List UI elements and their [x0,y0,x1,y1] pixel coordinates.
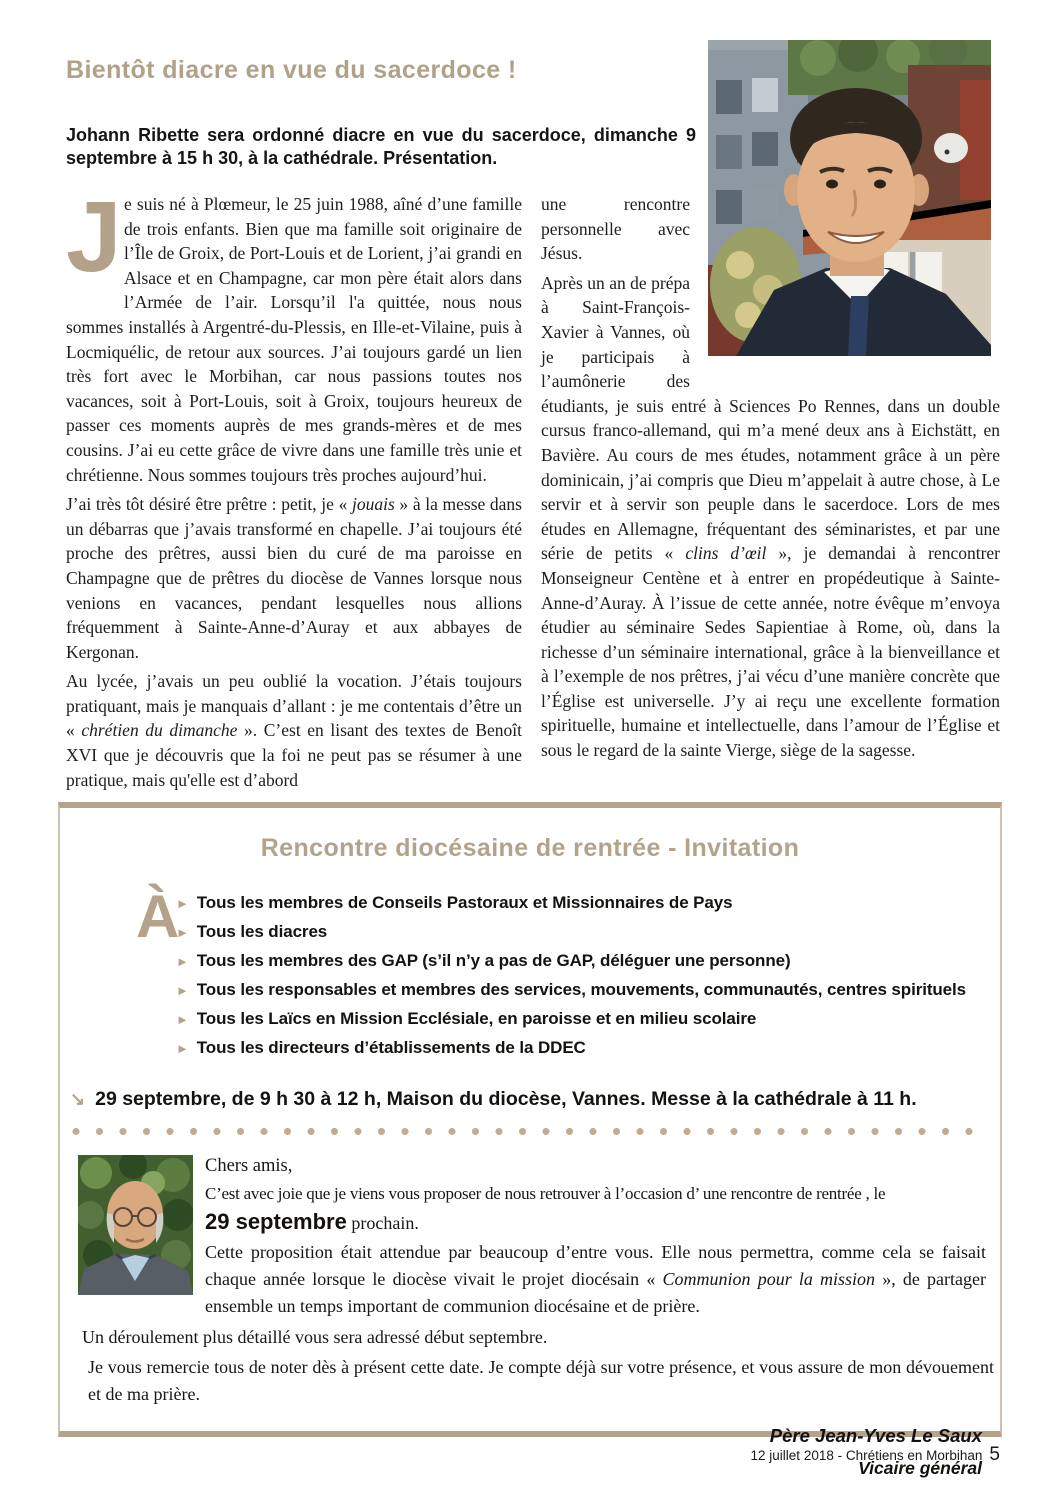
list-item: ► Tous les Laïcs en Mission Ecclésiale, en paroisse et en milieu scolaire [176,1009,757,1028]
event-date-line: ↘ 29 septembre, de 9 h 30 à 12 h, Maison du diocèse, Vannes. Messe à la cathédrale à 11 h. [70,1088,917,1110]
photo-spacer [690,192,1000,376]
list-item: ► Tous les membres des GAP (s’il n’y a pas de GAP, déléguer une personne) [176,951,791,970]
article-paragraph: une rencontre personnelle avec Jésus. [541,194,690,264]
article-paragraph: J’ai très tôt désiré être prêtre : petit, je « jouais » à la messe dans un débarras que j’avais transformé en chapelle. J’ai toujours été proche des prêtres, aussi bien du curé de ma paroisse en Champagne que de prêtres du diocèse de Vannes lorsque nous venions en vacances, pendant lesquelles nous allions fréquemment à Sainte-Anne-d’Auray et aux abbayes de Kergonan. [66,494,522,662]
footer-issue-text: 12 juillet 2018 - Chrétiens en Morbihan [750,1448,983,1463]
arrow-bullet-icon: ► [176,925,189,940]
list-item: ► Tous les diacres [176,922,328,941]
arrow-bullet-icon: ► [176,896,189,911]
arrow-bullet-icon: ► [176,983,189,998]
jean-yves-le-saux-photo [78,1155,193,1295]
dropcap-letter: J [66,181,122,293]
letter-paragraph: Un déroulement plus détaillé vous sera adressé début septembre. [82,1327,548,1347]
signature-name: Père Jean-Yves Le Saux [769,1425,982,1446]
letter-line: C’est avec joie que je viens vous proposer de nous retrouver à l’occasion d’ une rencontre de rentrée , le [205,1184,886,1203]
letter-paragraph: Cette proposition était attendue par beaucoup d’entre vous. Elle nous permettra, comme cela se faisait chaque année lorsque le diocèse vivait le projet diocésain « Communion pour la mission », de partager ensemble un temps important de communion diocésaine et de prière. [205,1242,986,1316]
list-item: ► Tous les directeurs d’établissements de la DDEC [176,1038,586,1057]
arrow-bullet-icon: ► [176,954,189,969]
arrow-bullet-icon: ► [176,1012,189,1027]
letter-salutation: Chers amis, [205,1156,293,1176]
dropcap-letter-a: À [136,883,180,950]
dotted-divider [72,1127,988,1136]
article-paragraph: Je suis né à Plœmeur, le 25 juin 1988, aîné d’une famille de trois enfants. Bien que ma famille soit originaire de l’Île de Groix, de Port-Louis et de Lorient, j’ai grandi en Alsace et en Champagne, car mon père était alors dans l’Armée de l’air. Lorsqu’il l'a quittée, nous nous sommes installés à Argentré-du-Plessis, en Ille-et-Vilaine, puis à Locmiquélic, de retour aux sources. J’ai toujours gardé un lien très fort avec le Morbihan, car nous passions toutes nos vacances, soit à Port-Louis, soit à Groix, toujours heureux de passer ces moments auprès de mes grands-mères et de mes cousins. J’ai eu cette grâce de vivre dans une famille très unie et chrétienne. Nous sommes toujours très proches aujourd’hui. [66,181,522,485]
corner-arrow-icon: ↘ [70,1089,86,1109]
invitation-recipient-list [136,883,980,1058]
letter-date-line: 29 septembre prochain. [205,1209,419,1234]
letter-section [60,1153,994,1482]
list-item: ► Tous les membres de Conseils Pastoraux et Missionnaires de Pays [176,893,733,912]
highlight-date: 29 septembre [205,1209,347,1234]
page-number: 5 [989,1444,1000,1465]
article-paragraph: Après un an de prépa à Saint-François-Xavier à Vannes, où je participais à l’aumônerie des étudiants, je suis entré à Sciences Po Rennes, dans un double cursus franco-allemand, qui m’a mené deux ans à Eichstätt, en Bavière. Au cours de mes études, notamment grâce à un père dominicain, j’ai compris que Dieu m’appelait à autre chose, à Le servir et à servir son peuple dans le sacerdoce. Lors de mes études en Allemagne, fréquentant des séminaristes, et par une série de petits « clins d’œil », je demandai à rencontrer Monseigneur Centène et à entrer en propédeutique à Sainte-Anne-d’Auray. À l’issue de cette année, notre évêque m’envoya étudier au séminaire Sedes Sapientiae à Rome, où, dans la richesse d’un séminaire international, grâce à la bienveillance et à l’exemple de nos prêtres, j’ai vécu d’une manière concrète que l’Église est universelle. J’y ai reçu une excellente formation spirituelle, humaine et intellectuelle, dans l’amour de l’Église et sous le regard de la sainte Vierge, siège de la sagesse. [541,272,1000,761]
arrow-bullet-icon: ► [176,1041,189,1056]
article-column-right [541,192,1000,768]
signature-title: Vicaire général [858,1458,982,1478]
page-title: Bientôt diacre en vue du sacerdoce ! [66,56,517,84]
letter-body [205,1153,986,1320]
article-paragraph: Au lycée, j’avais un peu oublié la vocation. J’étais toujours pratiquant, mais je manquais d’allant : je me contentais d’être un « chrétien du dimanche ». C’est en lisant des textes de Benoît XVI que je découvris que la foi ne peut pas se résumer à une pratique, mais qu'elle est d’abord [66,671,523,790]
invitation-title: Rencontre diocésaine de rentrée - Invitation [260,834,800,862]
article-lede: Johann Ribette sera ordonné diacre en vue du sacerdoce, dimanche 9 septembre à 15 h 30, à la cathédrale. Présentation. [66,125,696,168]
list-item: ► Tous les responsables et membres des services, mouvements, communautés, centres spirituels [176,980,967,999]
page-footer [751,1444,1000,1466]
article-column-left [66,181,523,797]
letter-paragraph: Je vous remercie tous de noter dès à présent cette date. Je compte déjà sur votre présence, et vous assure de mon dévouement et de ma prière. [88,1357,994,1404]
